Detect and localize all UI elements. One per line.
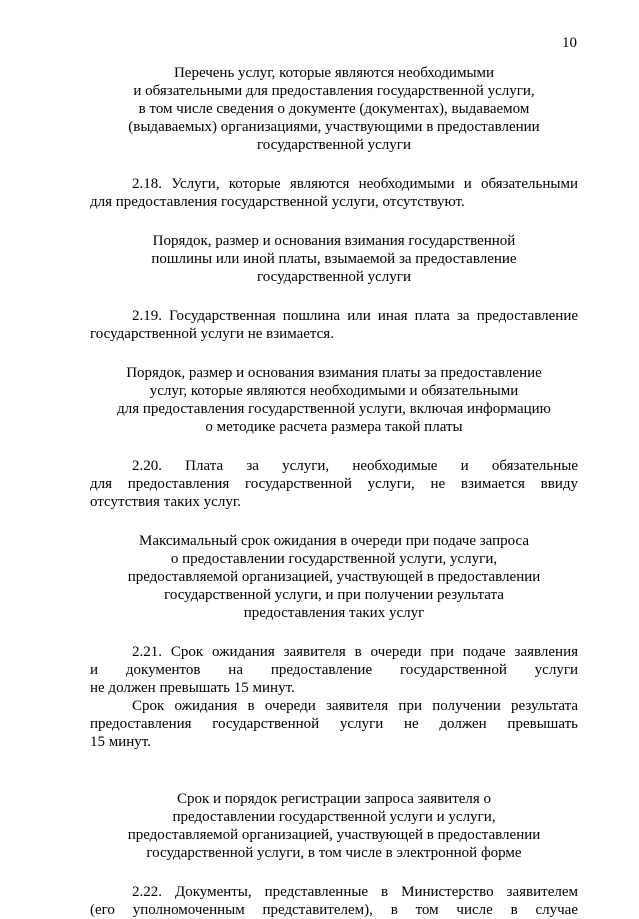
paragraph-line: для предоставления государственной услуги, отсутствуют. <box>90 194 465 210</box>
heading-line: предоставлении государственной услуги и услуги, <box>172 809 496 825</box>
paragraph-line: 2.21. Срок ожидания заявителя в очереди при подаче заявления <box>132 644 578 660</box>
paragraph-line: для предоставления государственной услуги, не взимается ввиду <box>90 476 578 492</box>
heading-line: государственной услуги, в том числе в электронной форме <box>146 845 522 861</box>
paragraph-line: и документов на предоставление государственной услуги <box>90 662 578 678</box>
paragraph-line: государственной услуги не взимается. <box>90 326 334 342</box>
section-heading <box>90 64 578 154</box>
heading-line: предоставляемой организацией, участвующей в предоставлении <box>127 569 541 585</box>
heading-line: государственной услуги, и при получении результата <box>164 587 504 603</box>
page-content <box>90 64 578 919</box>
heading-line: и обязательными для предоставления государственной услуги, <box>133 83 535 99</box>
heading-line: (выдаваемых) организациями, участвующими в предоставлении <box>128 119 540 135</box>
section-heading <box>90 232 578 286</box>
heading-line: услуг, которые являются необходимыми и обязательными <box>149 383 519 399</box>
paragraph-line: 2.19. Государственная пошлина или иная плата за предоставление <box>132 308 578 324</box>
heading-line: государственной услуги <box>257 137 411 153</box>
section-heading <box>90 532 578 622</box>
heading-line: Перечень услуг, которые являются необходимыми <box>173 65 495 81</box>
heading-line: Срок и порядок регистрации запроса заявителя о <box>176 791 492 807</box>
paragraph-line: отсутствия таких услуг. <box>90 494 242 510</box>
paragraph-line: 15 минут. <box>90 734 151 750</box>
paragraph-2-22 <box>90 883 578 919</box>
heading-line: о предоставлении государственной услуги, услуги, <box>170 551 498 567</box>
section-heading <box>90 790 578 862</box>
paragraph-2-19 <box>90 307 578 343</box>
paragraph-2-21 <box>90 643 578 697</box>
paragraph-line: 2.22. Документы, представленные в Министерство заявителем <box>132 884 578 900</box>
paragraph-line: не должен превышать 15 минут. <box>90 680 295 696</box>
page-number: 10 <box>562 35 577 51</box>
paragraph-line: 2.18. Услуги, которые являются необходимыми и обязательными <box>132 176 578 192</box>
paragraph-line: предоставления государственной услуги не должен превышать <box>90 716 578 732</box>
heading-line: предоставления таких услуг <box>243 605 425 621</box>
heading-line: Порядок, размер и основания взимания государственной <box>152 233 516 249</box>
heading-line: для предоставления государственной услуги, включая информацию <box>117 401 551 417</box>
paragraph-2-18 <box>90 175 578 211</box>
paragraph-line: (его уполномоченным представителем), в том числе в случае <box>90 902 578 918</box>
heading-line: пошлины или иной платы, взымаемой за предоставление <box>151 251 517 267</box>
heading-line: в том числе сведения о документе (документах), выдаваемом <box>138 101 530 117</box>
heading-line: государственной услуги <box>257 269 411 285</box>
paragraph-line: 2.20. Плата за услуги, необходимые и обязательные <box>132 458 578 474</box>
paragraph-line: Срок ожидания в очереди заявителя при получении результата <box>132 698 578 714</box>
paragraph-2-21-cont <box>90 697 578 751</box>
paragraph-2-20 <box>90 457 578 511</box>
heading-line: предоставляемой организацией, участвующей в предоставлении <box>127 827 541 843</box>
section-heading <box>90 364 578 436</box>
heading-line: Максимальный срок ожидания в очереди при подаче запроса <box>138 533 530 549</box>
heading-line: Порядок, размер и основания взимания платы за предоставление <box>126 365 542 381</box>
heading-line: о методике расчета размера такой платы <box>205 419 463 435</box>
